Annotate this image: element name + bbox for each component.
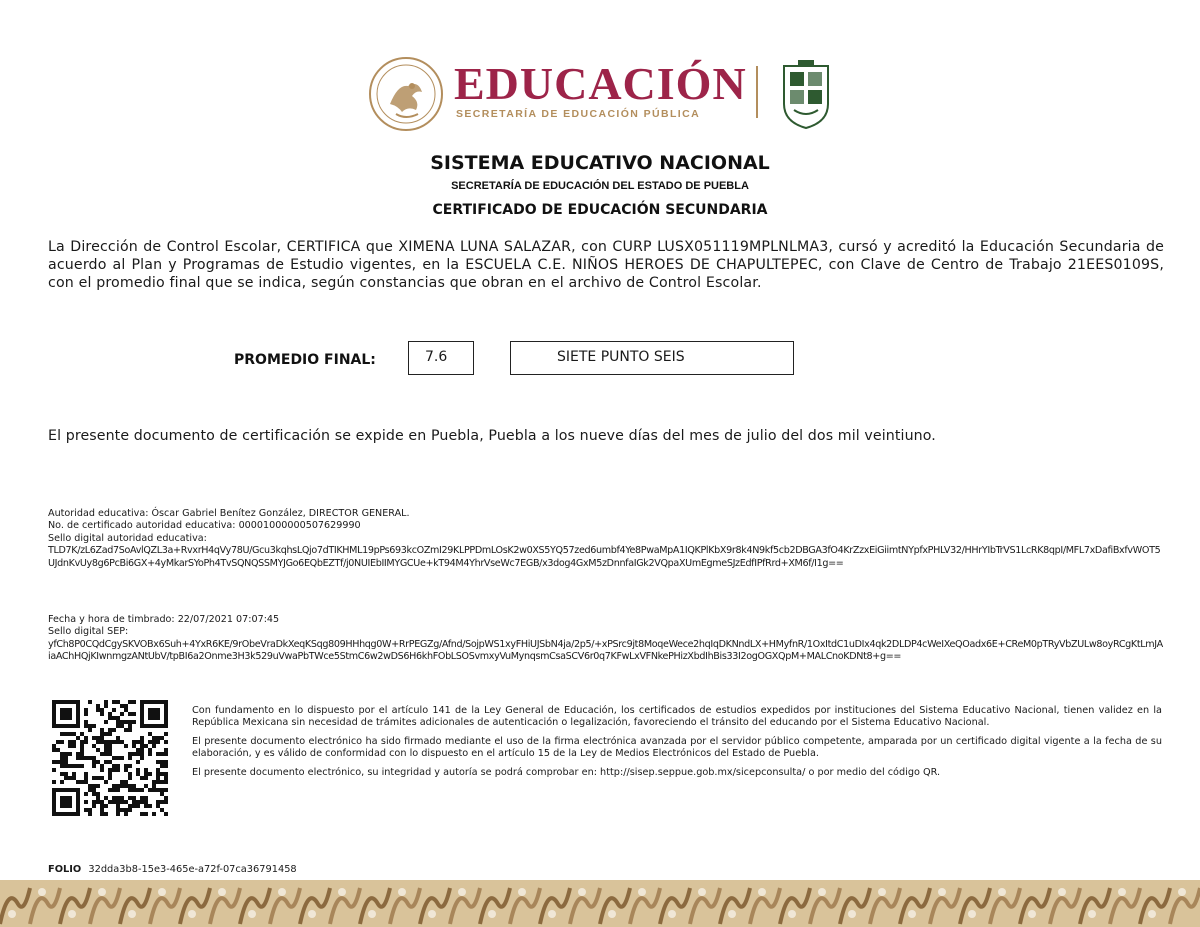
secretariat-title: SECRETARÍA DE EDUCACIÓN DEL ESTADO DE PUEBLA [451,180,749,192]
legal-notes [192,705,1162,785]
folio-label: FOLIO [48,864,82,875]
issued-statement: El presente documento de certificación se expide en Puebla, Puebla a los nueve días del mes de julio del dos mil veintiuno. [48,428,936,444]
sep-seal-value: yfCh8P0CQdCgySKVOBx6Suh+4YxR6KE/9rObeVraDkXeqKSqg809HHhqg0W+RrPEGZg/Afnd/SojpWS1xyFHiUJSbN4ja/2p5/+xPSrc9jt8MoqeWece2hqIqDKNndLX+HMyfnR/1OxItdC1uDIx4qk2DLDP4cWeIXeQOadx6E+CReM0pTRyVbZULw8oyRCgKtLmJAiaAChHQjKIwnmgzANtUbV/tpBI6a2Onme3H3k529uVwaPbTWce5StmC6w2wDS6H6khFObLSOSvmxyVuMynqsmCsaSCV6r0q7KFwLxVFNkePHizXbdIhBis33I2ogOGXQpM+MALCnoKDNt8+g== [48,638,1163,663]
authority-line: Autoridad educativa: Óscar Gabriel Benítez González, DIRECTOR GENERAL. [48,508,410,519]
qr-code-icon[interactable] [52,700,168,816]
certification-paragraph: La Dirección de Control Escolar, CERTIFICA que XIMENA LUNA SALAZAR, con CURP LUSX051119MPLNLMA3, cursó y acreditó la Educación Secundaria de acuerdo al Plan y Programas de Estudio vigentes, en la ESCUELA C.E. NIÑOS HEROES DE CHAPULTEPEC, con Clave de Centro de Trabajo 21EES0109S, con el promedio final que se indica, según constancias que obran en el archivo de Control Escolar. [48,239,1164,291]
cert-number-line: No. de certificado autoridad educativa: 00001000000507629990 [48,520,361,532]
authority-seal-value: TLD7K/zL6Zad7SoAvlQZL3a+RvxrH4qVy78U/Gcu3kqhsLQjo7dTIKHML19pPs693kcOZmI29KLPPDmLOsK2w0XS5YQ57zed6umbf4Ye8PwaMpA1IQKPlKbX9r8k4N9kf5cb2DBGA3fO4KrZzxEiGiimtNYpfxPHLV32/HHrYIbTrVS1LcRK8qpI/MFL7xDafiBxfvWOT5UJdnKvUy8g6PcBi6GX+4yMkarSYoPh4TvSQNQSSMYJGo6EQbEZTf/j0NUIEbIIMYGCUe+kT94M4YhrVseWc7EGB/x3dog4GxM5zDnnfaIGk2VQpaXUmEgmeSJzEdfIPfRrd+XM6f/I1g== [48,545,1161,569]
sep-seal-label: Sello digital SEP: [48,626,129,638]
folio [48,864,297,875]
puebla-state-seal-icon [780,60,832,130]
decorative-pattern-band [0,880,1200,927]
system-title: SISTEMA EDUCATIVO NACIONAL [430,152,770,174]
sep-meta [48,614,1164,664]
header-divider [756,66,758,118]
brand-subtitle: SECRETARÍA DE EDUCACIÓN PÚBLICA [456,108,701,120]
average-label: PROMEDIO FINAL: [234,352,376,368]
legal-paragraph-signature: El presente documento electrónico ha sido firmado mediante el uso de la firma electrónica avanzada por el servidor público competente, amparada por un certificado digital vigente a la fecha de su elaboración, y es válido de conformidad con lo dispuesto en el artículo 15 de la Ley de Medios Electrónicos del Estado de Puebla. [192,735,1162,760]
authority-seal-label: Sello digital autoridad educativa: [48,532,207,544]
legal-paragraph-validity: Con fundamento en lo dispuesto por el artículo 141 de la Ley General de Educación, los certificados de estudios expedidos por instituciones del Sistema Educativo Nacional, tienen validez en la República Mexicana sin necesidad de trámites adicionales de autenticación o legalización, favoreciendo el tránsito del educando por el Sistema Educativo Nacional. [192,705,1162,729]
legal-paragraph-verification: El presente documento electrónico, su integridad y autoría se podrá comprobar en: http://sisep.seppue.gob.mx/sicepconsulta/ o por medio del código QR. [192,766,941,778]
mexican-coat-of-arms-icon [368,56,444,132]
average-value-box: 7.6 [408,341,474,375]
folio-value: 32dda3b8-15e3-465e-a72f-07ca36791458 [88,864,297,875]
authority-meta [48,508,1164,570]
certificate-title: CERTIFICADO DE EDUCACIÓN SECUNDARIA [432,202,768,218]
brand-title: EDUCACIÓN [454,58,747,109]
timestamp-line: Fecha y hora de timbrado: 22/07/2021 07:07:45 [48,614,280,625]
average-words-box: SIETE PUNTO SEIS [510,341,794,375]
